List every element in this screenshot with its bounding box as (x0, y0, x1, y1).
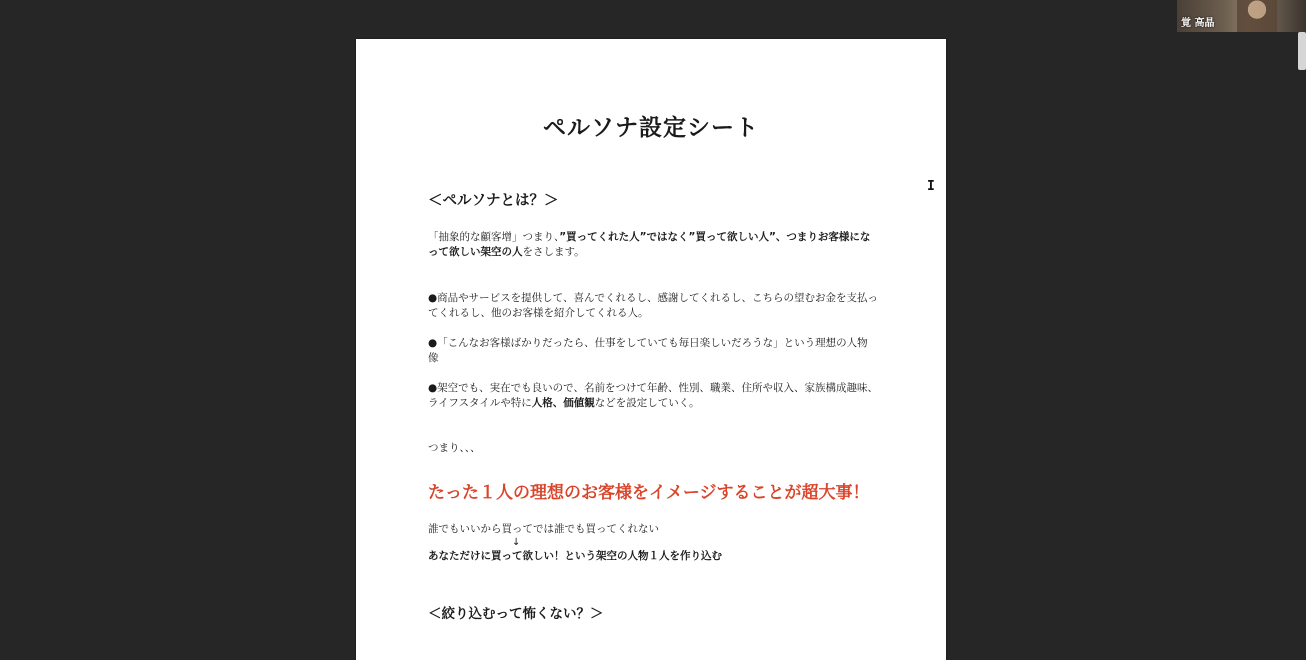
section-heading-narrowing: ＜絞り込むって怖くない？＞ (428, 606, 604, 622)
anyone-line: 誰でもいいから買ってでは誰でも買ってくれない (428, 523, 659, 535)
scrollbar-thumb[interactable] (1298, 32, 1306, 70)
bullet-paragraph-2: ●「こんなお客様ばかりだったら、仕事をしていても毎日楽しいだろうな」という理想の人物像 (428, 337, 868, 364)
intro-text-2: をさします。 (522, 246, 585, 258)
only-you-line: あなただけに買って欲しい！という架空の人物１人を作り込む (428, 550, 722, 562)
intro-text-1: 「抽象的な顧客增」つまり、 (428, 231, 560, 243)
bullet3-text-1: ●架空でも、実在でも良いので、名前をつけて年齢、性別、職業、住所や収入、家族構成趣味、ライフスタイルや特に (428, 382, 878, 409)
section-heading-persona: ＜ペルソナとは？＞ (428, 193, 559, 209)
bullet3-text-bold: 人格、価値観 (531, 397, 595, 409)
intro-text-bold: ”買ってくれた人”ではなく”買って欲しい人”、つまりお客様になって欲しい架空の人 (428, 231, 871, 258)
text-cursor-icon: I (927, 179, 935, 194)
participant-name: 覚 高晶 (1181, 18, 1215, 29)
tsumari-text: つまり、、、 (428, 442, 481, 454)
participant-avatar (1237, 0, 1277, 32)
red-headline: たった１人の理想のお客様をイメージすることが超大事！ (428, 483, 870, 503)
intro-paragraph (428, 230, 878, 260)
page-title: ペルソナ設定シート (543, 115, 759, 141)
scrollbar-track[interactable] (1296, 32, 1306, 660)
document-content (428, 191, 878, 624)
document-page (356, 39, 946, 660)
bullet-paragraph-3 (428, 381, 878, 411)
down-arrow-icon: ↓ (512, 537, 521, 548)
bullet-paragraph-1: ●商品やサービスを提供して、喜んでくれるし、感謝してくれるし、こちらの望むお金を支払ってくれるし、他のお客様を紹介してくれる人。 (428, 292, 878, 319)
bullet3-text-2: などを設定していく。 (594, 397, 700, 409)
participant-video-thumbnail[interactable] (1177, 0, 1306, 32)
